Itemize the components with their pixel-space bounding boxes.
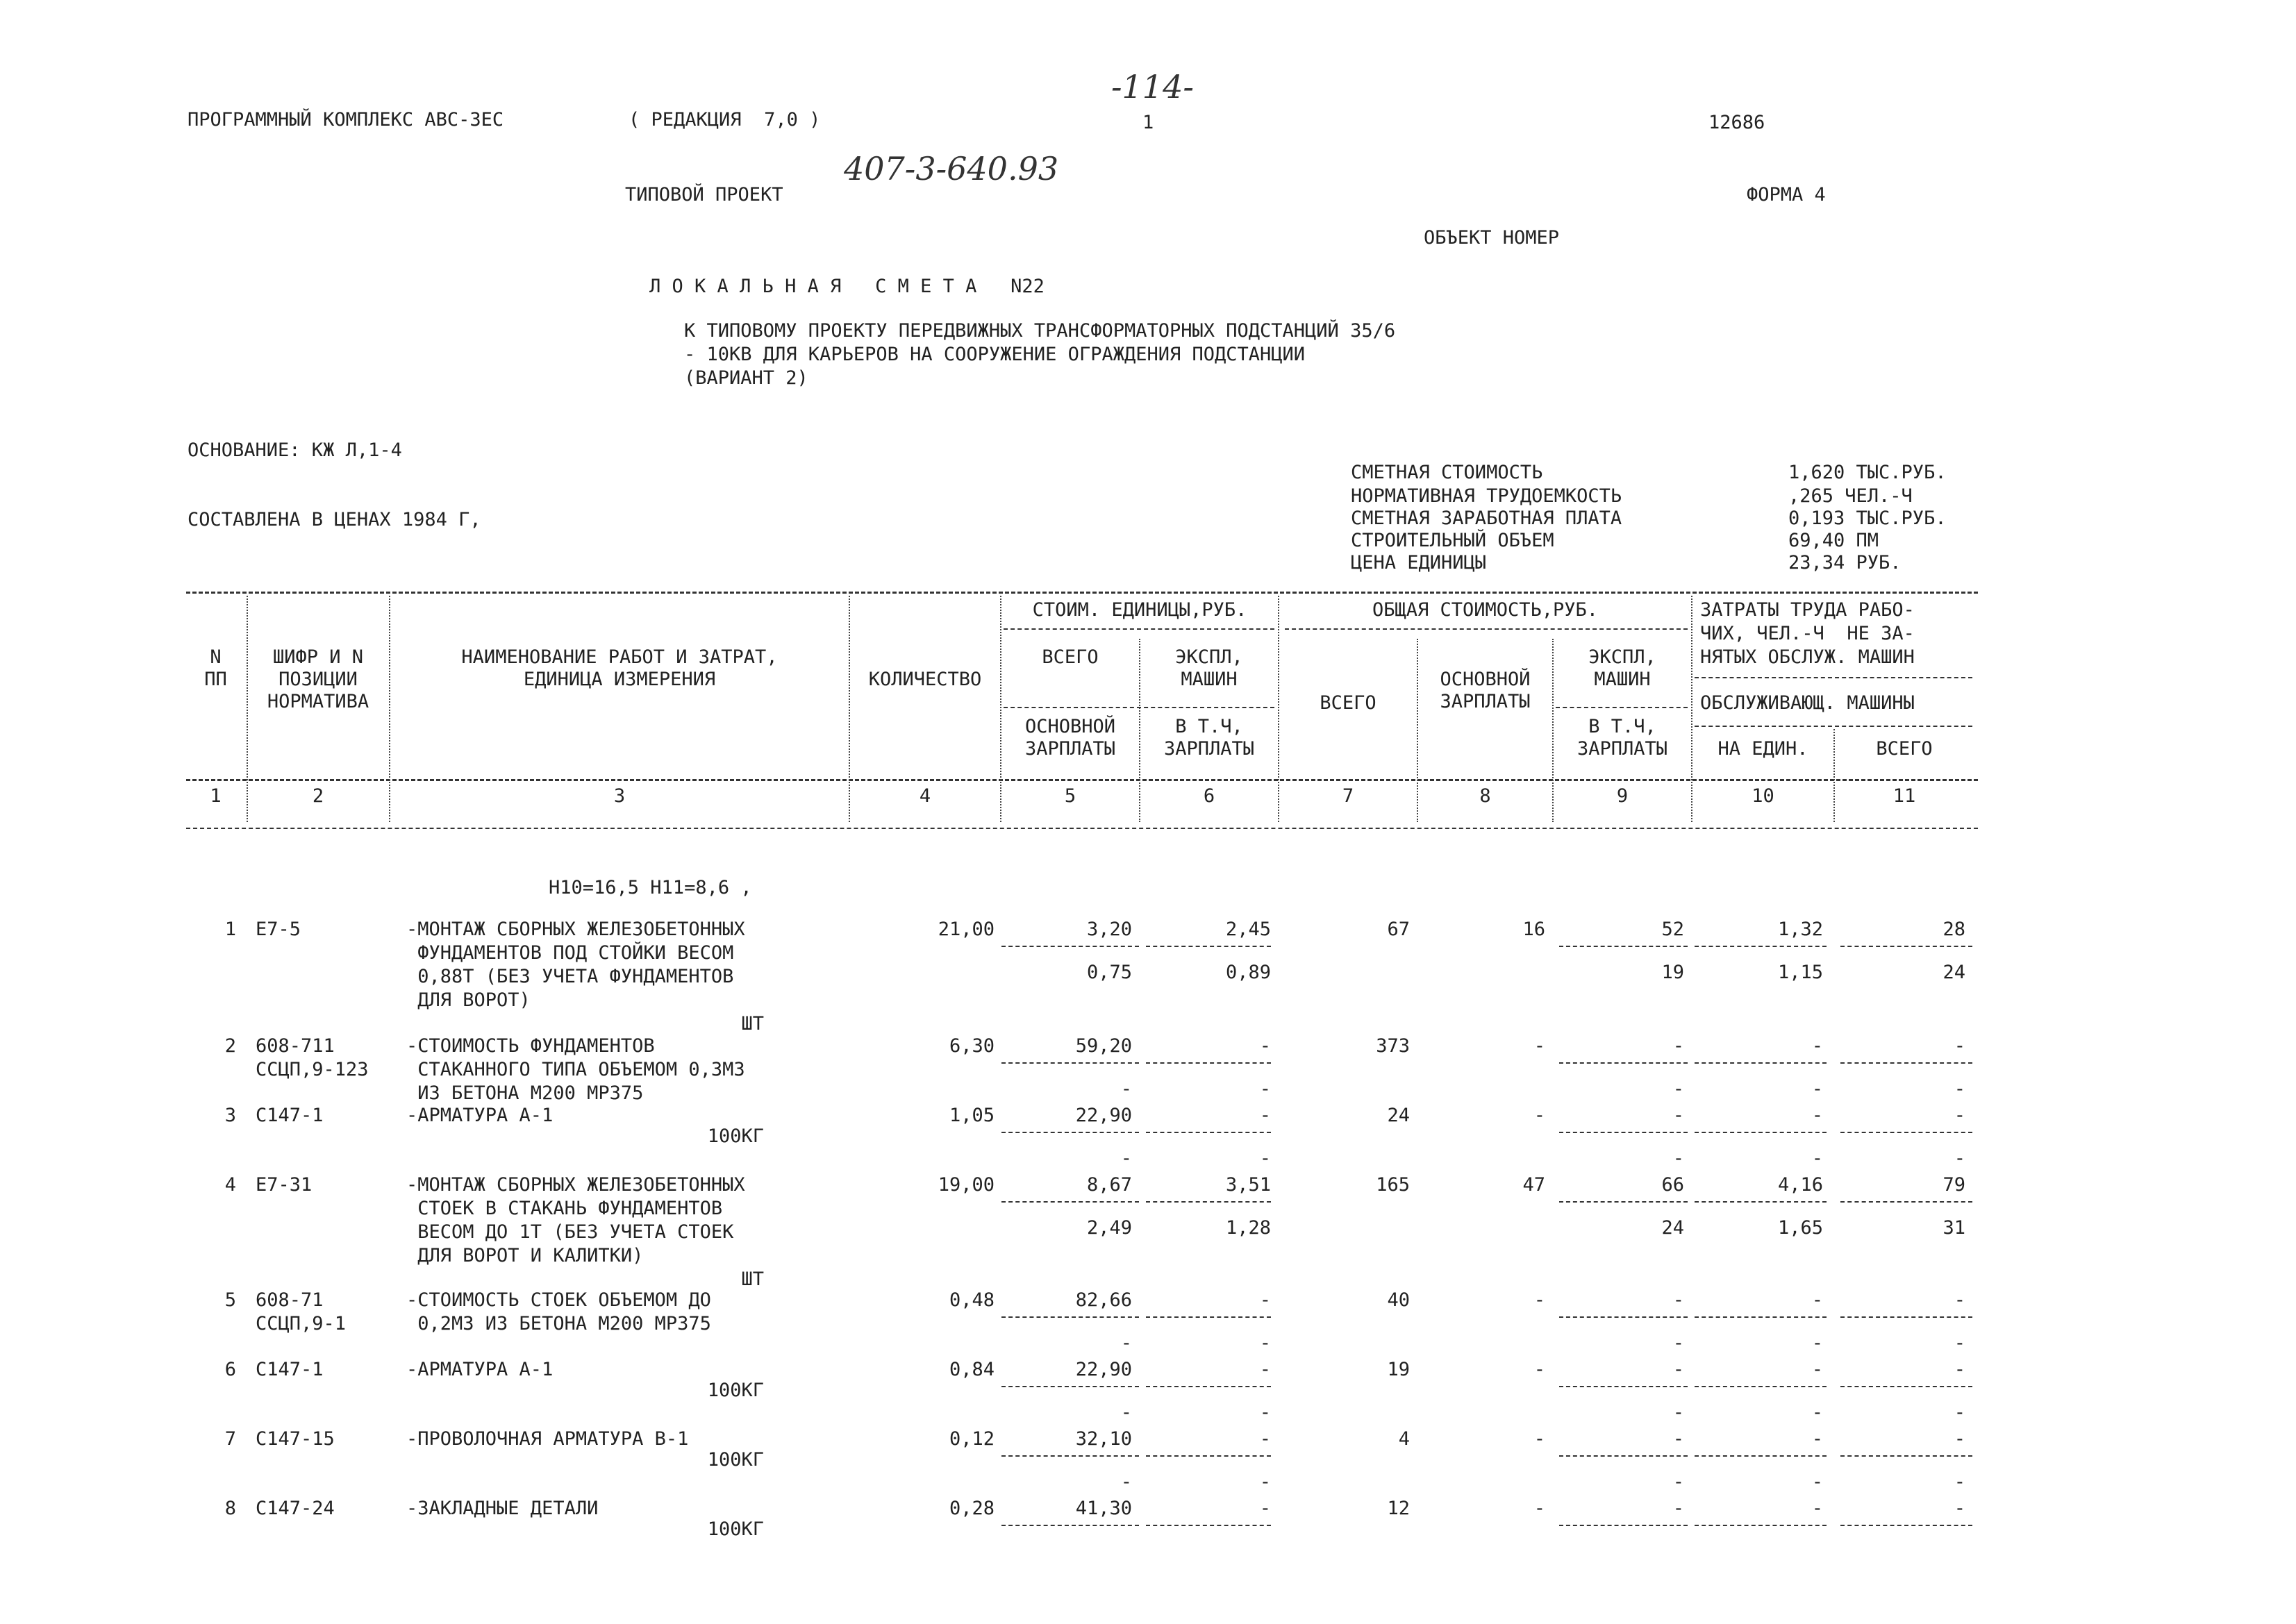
row-labor-unit: - xyxy=(1811,1105,1823,1126)
column-number: 10 xyxy=(1752,785,1774,807)
header-labor: ЗАТРАТЫ ТРУДА РАБО- xyxy=(1700,599,1915,621)
cell-underline xyxy=(1001,1201,1139,1203)
cell-underline xyxy=(1559,1201,1688,1203)
cell-underline xyxy=(1146,1316,1271,1318)
row-total-machines: - xyxy=(1672,1289,1684,1311)
row-total-base: - xyxy=(1533,1428,1545,1450)
row-total-incl: 24 xyxy=(1661,1217,1684,1239)
row-labor-service-total: - xyxy=(1954,1078,1965,1100)
row-unit-total: 22,90 xyxy=(1075,1105,1132,1126)
header-name: НАИМЕНОВАНИЕ РАБОТ И ЗАТРАТ, xyxy=(461,646,778,668)
column-number: 8 xyxy=(1479,785,1491,807)
cell-underline xyxy=(1840,1132,1972,1133)
row-labor-total: - xyxy=(1954,1359,1965,1380)
row-labor-service-total: 31 xyxy=(1943,1217,1965,1239)
cell-underline xyxy=(1001,1062,1139,1064)
row-total-base: 16 xyxy=(1522,919,1545,940)
cell-underline xyxy=(1146,1386,1271,1387)
header-total-cost: ОБЩАЯ СТОИМОСТЬ,РУБ. xyxy=(1372,599,1599,621)
header-unit-incl: ЗАРПЛАТЫ xyxy=(1163,738,1255,760)
row-labor-unit: - xyxy=(1811,1498,1823,1519)
cell-underline xyxy=(1840,1201,1972,1203)
cell-underline xyxy=(1840,1455,1972,1457)
cell-underline xyxy=(1695,1316,1827,1318)
row-number: 2 xyxy=(224,1035,236,1057)
row-name: ДЛЯ ВОРОТ) xyxy=(406,989,531,1011)
row-labor-total: - xyxy=(1954,1498,1965,1519)
header-total-all: ВСЕГО xyxy=(1320,692,1376,714)
row-total: 4 xyxy=(1398,1428,1410,1450)
summary-label: СТРОИТЕЛЬНЫЙ ОБЪЕМ xyxy=(1351,530,1554,551)
row-labor-unit: - xyxy=(1811,1289,1823,1311)
row-name: -АРМАТУРА А-1 xyxy=(406,1105,554,1126)
row-quantity: 6,30 xyxy=(949,1035,995,1057)
row-labor-service-total: - xyxy=(1954,1402,1965,1423)
summary-value: 1,620 ТЫС.РУБ. xyxy=(1788,462,1947,483)
sub-rule xyxy=(1004,628,1274,630)
row-total-incl: - xyxy=(1672,1148,1684,1169)
row-labor-service-total: - xyxy=(1954,1471,1965,1493)
summary-label: НОРМАТИВНАЯ ТРУДОЕМКОСТЬ xyxy=(1351,485,1622,507)
cell-underline xyxy=(1001,1386,1139,1387)
row-total: 373 xyxy=(1376,1035,1410,1057)
row-total-machines: 66 xyxy=(1661,1174,1684,1196)
project-number-handwritten: 407-3-640.93 xyxy=(844,150,1059,187)
row-unit-machines: - xyxy=(1259,1105,1271,1126)
row-quantity: 19,00 xyxy=(938,1174,995,1196)
row-total-incl: - xyxy=(1672,1402,1684,1423)
row-labor-service-unit: - xyxy=(1811,1402,1823,1423)
row-total: 12 xyxy=(1387,1498,1410,1519)
header-n: N xyxy=(210,646,222,668)
row-unit-base: - xyxy=(1120,1471,1132,1493)
cell-underline xyxy=(1840,1525,1972,1526)
page-number: 1 xyxy=(1142,112,1154,133)
row-total-machines: - xyxy=(1672,1498,1684,1519)
row-unit-total: 22,90 xyxy=(1075,1359,1132,1380)
row-labor-service-total: - xyxy=(1954,1148,1965,1169)
header-total-base: ЗАРПЛАТЫ xyxy=(1440,691,1531,712)
row-unit: 100КГ xyxy=(707,1518,764,1540)
cell-underline xyxy=(1001,1316,1139,1318)
header-total-machines: ЭКСПЛ, xyxy=(1588,646,1656,668)
header-total-machines: МАШИН xyxy=(1594,669,1651,690)
row-total-incl: - xyxy=(1672,1078,1684,1100)
header-labor: НЯТЫХ ОБСЛУЖ. МАШИН xyxy=(1700,646,1915,668)
column-number: 1 xyxy=(210,785,222,807)
row-labor-total: - xyxy=(1954,1035,1965,1057)
header-labor-total: ВСЕГО xyxy=(1876,738,1933,760)
sub-rule xyxy=(1285,628,1688,630)
cell-underline xyxy=(1840,1316,1972,1318)
row-number: 8 xyxy=(224,1498,236,1519)
row-unit-total: 3,20 xyxy=(1086,919,1132,940)
row-total: 24 xyxy=(1387,1105,1410,1126)
cell-underline xyxy=(1695,1525,1827,1526)
cell-underline xyxy=(1840,946,1972,947)
row-labor-service-unit: - xyxy=(1811,1332,1823,1354)
row-labor-service-total: 24 xyxy=(1943,962,1965,983)
row-unit-base: 0,75 xyxy=(1086,962,1132,983)
row-unit-base: - xyxy=(1120,1078,1132,1100)
row-labor-total: - xyxy=(1954,1289,1965,1311)
header-quantity: КОЛИЧЕСТВО xyxy=(868,669,982,690)
row-unit: 100КГ xyxy=(707,1380,764,1401)
numbers-bottom-rule xyxy=(186,828,1978,829)
row-total-base: - xyxy=(1533,1359,1545,1380)
row-unit-base: - xyxy=(1120,1332,1132,1354)
row-labor-unit: 1,32 xyxy=(1777,919,1823,940)
row-code: ССЦП,9-123 xyxy=(256,1059,369,1080)
cell-underline xyxy=(1559,1316,1688,1318)
row-name: ИЗ БЕТОНА М200 МРЗ75 xyxy=(406,1082,644,1104)
row-name: 0,88Т (БЕЗ УЧЕТА ФУНДАМЕНТОВ xyxy=(406,966,734,987)
row-total: 40 xyxy=(1387,1289,1410,1311)
row-name: -МОНТАЖ СБОРНЫХ ЖЕЛЕЗОБЕТОННЫХ xyxy=(406,919,745,940)
title-line-3: (ВАРИАНТ 2) xyxy=(684,367,808,389)
column-number: 7 xyxy=(1342,785,1354,807)
row-unit-incl: 0,89 xyxy=(1225,962,1271,983)
row-code: С147-15 xyxy=(256,1428,335,1450)
header-labor-service: ОБСЛУЖИВАЮЩ. МАШИНЫ xyxy=(1700,692,1915,714)
row-name: ВЕСОМ ДО 1Т (БЕЗ УЧЕТА СТОЕК xyxy=(406,1221,734,1243)
row-name: -СТОИМОСТЬ ФУНДАМЕНТОВ xyxy=(406,1035,655,1057)
cell-underline xyxy=(1001,1132,1139,1133)
row-labor-total: 28 xyxy=(1943,919,1965,940)
row-name: -АРМАТУРА А-1 xyxy=(406,1359,554,1380)
title-line-1: К ТИПОВОМУ ПРОЕКТУ ПЕРЕДВИЖНЫХ ТРАНСФОРМАТОРНЫХ ПОДСТАНЦИЙ 35/6 xyxy=(684,320,1396,342)
column-number: 9 xyxy=(1616,785,1629,807)
row-unit-incl: - xyxy=(1259,1148,1271,1169)
header-labor-unit: НА ЕДИН. xyxy=(1717,738,1808,760)
cell-underline xyxy=(1146,1525,1271,1526)
row-quantity: 21,00 xyxy=(938,919,995,940)
cell-underline xyxy=(1001,1455,1139,1457)
cell-underline xyxy=(1001,1525,1139,1526)
row-labor-unit: 4,16 xyxy=(1777,1174,1823,1196)
header-pp: ПП xyxy=(204,669,227,690)
row-labor-unit: - xyxy=(1811,1428,1823,1450)
header-code: НОРМАТИВА xyxy=(267,691,369,712)
sub-rule xyxy=(1695,726,1972,727)
row-total-incl: - xyxy=(1672,1471,1684,1493)
row-labor-unit: - xyxy=(1811,1035,1823,1057)
header-labor: ЧИХ, ЧЕЛ.-Ч НЕ ЗА- xyxy=(1700,623,1915,644)
row-name: СТАКАННОГО ТИПА ОБЪЕМОМ 0,3М3 xyxy=(406,1059,745,1080)
row-unit-base: - xyxy=(1120,1402,1132,1423)
header-total-incl: ЗАРПЛАТЫ xyxy=(1577,738,1668,760)
title-line-2: - 10КВ ДЛЯ КАРЬЕРОВ НА СООРУЖЕНИЕ ОГРАЖДЕНИЯ ПОДСТАНЦИИ xyxy=(684,344,1306,365)
row-labor-service-unit: - xyxy=(1811,1078,1823,1100)
row-unit-incl: - xyxy=(1259,1078,1271,1100)
row-quantity: 1,05 xyxy=(949,1105,995,1126)
cell-underline xyxy=(1695,1132,1827,1133)
row-total-base: 47 xyxy=(1522,1174,1545,1196)
row-labor-total: 79 xyxy=(1943,1174,1965,1196)
row-total-machines: 52 xyxy=(1661,919,1684,940)
header-unit-machines: МАШИН xyxy=(1181,669,1238,690)
row-unit-base: 2,49 xyxy=(1086,1217,1132,1239)
row-code: 608-711 xyxy=(256,1035,335,1057)
sub-rule xyxy=(1695,677,1972,678)
row-number: 5 xyxy=(224,1289,236,1311)
row-unit-total: 32,10 xyxy=(1075,1428,1132,1450)
header-unit-base: ЗАРПЛАТЫ xyxy=(1024,738,1116,760)
header-unit-incl: В Т.Ч, xyxy=(1175,716,1243,737)
row-total-base: - xyxy=(1533,1498,1545,1519)
row-unit-total: 8,67 xyxy=(1086,1174,1132,1196)
sub-rule xyxy=(1556,707,1688,708)
cell-underline xyxy=(1559,1386,1688,1387)
object-label: ОБЪЕКТ НОМЕР xyxy=(1424,227,1560,249)
cell-underline xyxy=(1146,1201,1271,1203)
column-number: 6 xyxy=(1203,785,1215,807)
cell-underline xyxy=(1559,1062,1688,1064)
row-code: С147-1 xyxy=(256,1105,324,1126)
row-total-incl: - xyxy=(1672,1332,1684,1354)
summary-value: 0,193 ТЫС.РУБ. xyxy=(1788,508,1947,529)
summary-value: ,265 ЧЕЛ.-Ч xyxy=(1788,485,1913,507)
estimate-title: Л О К А Л Ь Н А Я С М Е Т А N22 xyxy=(649,276,1045,297)
row-quantity: 0,84 xyxy=(949,1359,995,1380)
row-unit-total: 82,66 xyxy=(1075,1289,1132,1311)
row-number: 6 xyxy=(224,1359,236,1380)
row-unit-machines: 2,45 xyxy=(1225,919,1271,940)
row-name: -МОНТАЖ СБОРНЫХ ЖЕЛЕЗОБЕТОННЫХ xyxy=(406,1174,745,1196)
header-unit-total: ВСЕГО xyxy=(1042,646,1099,668)
row-unit-machines: - xyxy=(1259,1498,1271,1519)
cell-underline xyxy=(1695,1455,1827,1457)
cell-underline xyxy=(1146,1062,1271,1064)
row-name: ДЛЯ ВОРОТ И КАЛИТКИ) xyxy=(406,1245,644,1266)
cell-underline xyxy=(1695,1201,1827,1203)
row-labor-service-unit: - xyxy=(1811,1148,1823,1169)
cell-underline xyxy=(1559,1132,1688,1133)
cell-underline xyxy=(1695,1062,1827,1064)
page-number-handwritten: -114- xyxy=(1111,68,1194,106)
row-code: С147-1 xyxy=(256,1359,324,1380)
cell-underline xyxy=(1840,1062,1972,1064)
row-code: Е7-5 xyxy=(256,919,301,940)
row-total-machines: - xyxy=(1672,1035,1684,1057)
row-number: 4 xyxy=(224,1174,236,1196)
row-total-machines: - xyxy=(1672,1428,1684,1450)
row-unit-machines: - xyxy=(1259,1289,1271,1311)
row-total: 67 xyxy=(1387,919,1410,940)
column-number: 11 xyxy=(1892,785,1916,807)
form-label: ФОРМА 4 xyxy=(1747,184,1826,206)
header-total-base: ОСНОВНОЙ xyxy=(1440,669,1531,690)
cell-underline xyxy=(1146,946,1271,947)
row-total-base: - xyxy=(1533,1105,1545,1126)
row-name: 0,2М3 ИЗ БЕТОНА М200 МРЗ75 xyxy=(406,1313,711,1334)
row-unit-incl: - xyxy=(1259,1471,1271,1493)
program-name: ПРОГРАММНЫЙ КОМПЛЕКС АВС-3ЕС xyxy=(188,109,504,131)
cell-underline xyxy=(1146,1132,1271,1133)
column-number: 5 xyxy=(1064,785,1076,807)
price-level: СОСТАВЛЕНА В ЦЕНАХ 1984 Г, xyxy=(188,509,481,530)
row-name: -ПРОВОЛОЧНАЯ АРМАТУРА В-1 xyxy=(406,1428,689,1450)
row-code: Е7-31 xyxy=(256,1174,313,1196)
document-number: 12686 xyxy=(1708,112,1765,133)
cell-underline xyxy=(1001,946,1139,947)
row-labor-service-unit: 1,65 xyxy=(1777,1217,1823,1239)
row-labor-service-unit: 1,15 xyxy=(1777,962,1823,983)
row-labor-service-total: - xyxy=(1954,1332,1965,1354)
row-name: -СТОИМОСТЬ СТОЕК ОБЪЕМОМ ДО xyxy=(406,1289,711,1311)
row-unit-machines: - xyxy=(1259,1428,1271,1450)
row-labor-service-unit: - xyxy=(1811,1471,1823,1493)
row-unit: ШТ xyxy=(741,1013,764,1035)
row-unit-base: - xyxy=(1120,1148,1132,1169)
row-unit: 100КГ xyxy=(707,1125,764,1147)
row-code: 608-71 xyxy=(256,1289,324,1311)
summary-label: СМЕТНАЯ ЗАРАБОТНАЯ ПЛАТА xyxy=(1351,508,1622,529)
row-unit-total: 41,30 xyxy=(1075,1498,1132,1519)
basis: ОСНОВАНИЕ: КЖ Л,1-4 xyxy=(188,440,402,461)
header-name: ЕДИНИЦА ИЗМЕРЕНИЯ xyxy=(523,669,716,690)
cell-underline xyxy=(1559,1455,1688,1457)
row-unit: 100КГ xyxy=(707,1449,764,1471)
row-total-incl: 19 xyxy=(1661,962,1684,983)
row-name: ФУНДАМЕНТОВ ПОД СТОЙКИ ВЕСОМ xyxy=(406,942,734,964)
row-unit-incl: 1,28 xyxy=(1225,1217,1271,1239)
row-unit-machines: - xyxy=(1259,1359,1271,1380)
cell-underline xyxy=(1559,946,1688,947)
row-quantity: 0,28 xyxy=(949,1498,995,1519)
row-total-base: - xyxy=(1533,1289,1545,1311)
row-total: 19 xyxy=(1387,1359,1410,1380)
summary-label: ЦЕНА ЕДИНИЦЫ xyxy=(1351,552,1487,574)
row-unit-machines: - xyxy=(1259,1035,1271,1057)
cell-underline xyxy=(1695,1386,1827,1387)
column-number: 4 xyxy=(919,785,931,807)
cell-underline xyxy=(1840,1386,1972,1387)
row-unit: ШТ xyxy=(741,1269,764,1290)
edition: ( РЕДАКЦИЯ 7,0 ) xyxy=(629,109,821,131)
project-label: ТИПОВОЙ ПРОЕКТ xyxy=(625,184,783,206)
header-unit-cost: СТОИМ. ЕДИНИЦЫ,РУБ. xyxy=(1032,599,1247,621)
row-labor-total: - xyxy=(1954,1428,1965,1450)
row-name: -ЗАКЛАДНЫЕ ДЕТАЛИ xyxy=(406,1498,599,1519)
row-total: 165 xyxy=(1376,1174,1410,1196)
header-total-incl: В Т.Ч, xyxy=(1588,716,1656,737)
row-labor-total: - xyxy=(1954,1105,1965,1126)
summary-value: 23,34 РУБ. xyxy=(1788,552,1902,574)
sub-rule xyxy=(1004,707,1274,708)
cell-underline xyxy=(1695,946,1827,947)
column-number: 2 xyxy=(312,785,324,807)
row-quantity: 0,12 xyxy=(949,1428,995,1450)
row-name: СТОЕК В СТАКАНЬ ФУНДАМЕНТОВ xyxy=(406,1198,723,1219)
row-labor-unit: - xyxy=(1811,1359,1823,1380)
header-unit-machines: ЭКСПЛ, xyxy=(1175,646,1243,668)
row-number: 3 xyxy=(224,1105,236,1126)
row-number: 7 xyxy=(224,1428,236,1450)
row-quantity: 0,48 xyxy=(949,1289,995,1311)
row-code: С147-24 xyxy=(256,1498,335,1519)
cell-underline xyxy=(1559,1525,1688,1526)
row-unit-incl: - xyxy=(1259,1332,1271,1354)
header-code: ПОЗИЦИИ xyxy=(278,669,358,690)
header-unit-base: ОСНОВНОЙ xyxy=(1024,716,1116,737)
summary-value: 69,40 ПМ xyxy=(1788,530,1879,551)
row-unit-total: 59,20 xyxy=(1075,1035,1132,1057)
row-total-machines: - xyxy=(1672,1359,1684,1380)
header-code: ШИФР И N xyxy=(272,646,364,668)
row-total-machines: - xyxy=(1672,1105,1684,1126)
row-code: ССЦП,9-1 xyxy=(256,1313,347,1334)
row-number: 1 xyxy=(224,919,236,940)
header-bottom-rule xyxy=(186,779,1978,781)
row-unit-incl: - xyxy=(1259,1402,1271,1423)
row-unit-machines: 3,51 xyxy=(1225,1174,1271,1196)
cell-underline xyxy=(1146,1455,1271,1457)
header-top-rule xyxy=(186,592,1978,594)
coefficients: Н10=16,5 Н11=8,6 , xyxy=(549,877,752,898)
summary-label: СМЕТНАЯ СТОИМОСТЬ xyxy=(1351,462,1543,483)
row-total-base: - xyxy=(1533,1035,1545,1057)
column-number: 3 xyxy=(613,785,626,807)
